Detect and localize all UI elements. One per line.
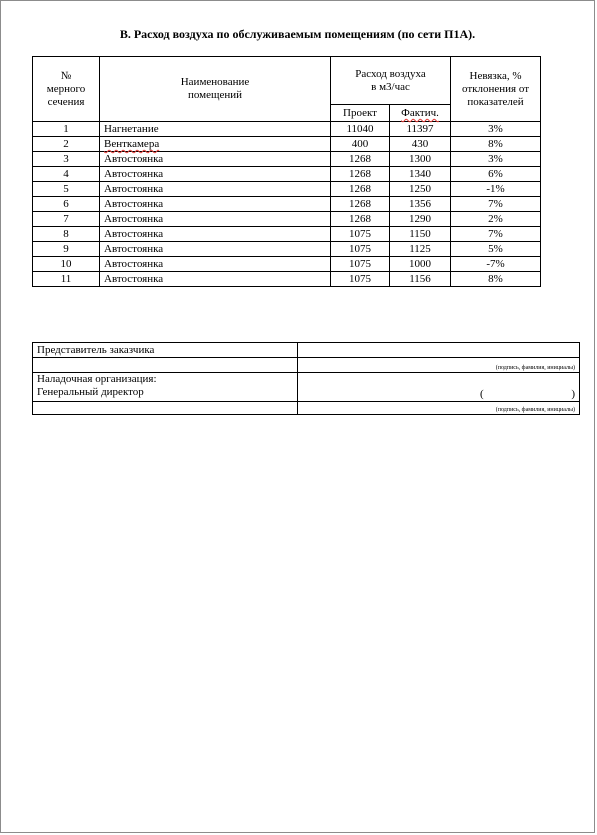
header-design: Проект xyxy=(331,105,390,122)
row-deviation: -7% xyxy=(451,257,541,272)
page-title: В. Расход воздуха по обслуживаемым помещениям (по сети П1А). xyxy=(119,27,476,41)
row-actual-value: 1150 xyxy=(390,227,451,242)
row-deviation: 6% xyxy=(451,167,541,182)
org-signature-cell xyxy=(298,373,580,402)
signature-parens xyxy=(298,387,579,401)
header-text: мерного xyxy=(46,82,86,95)
row-design-value: 1268 xyxy=(331,197,390,212)
row-number: 10 xyxy=(33,257,100,272)
row-design-value: 1075 xyxy=(331,257,390,272)
row-room-name: Автостоянка xyxy=(100,227,331,242)
header-actual-text: Фактич. xyxy=(401,107,439,119)
table-row xyxy=(33,212,541,227)
org-label xyxy=(33,373,298,402)
row-room-name: Нагнетание xyxy=(100,122,331,137)
row-design-value: 1268 xyxy=(331,212,390,227)
org-line2: Генеральный директор xyxy=(37,386,144,398)
signature-table xyxy=(32,342,580,415)
row-deviation: 7% xyxy=(451,197,541,212)
row-actual-value: 1156 xyxy=(390,272,451,287)
header-text: показателей xyxy=(467,95,524,108)
row-number: 11 xyxy=(33,272,100,287)
header-text: № xyxy=(60,69,72,82)
table-row xyxy=(33,122,541,137)
row-actual-value: 1340 xyxy=(390,167,451,182)
row-number: 8 xyxy=(33,227,100,242)
table-row xyxy=(33,242,541,257)
table-row xyxy=(33,227,541,242)
row-design-value: 1075 xyxy=(331,272,390,287)
table-row xyxy=(33,257,541,272)
customer-rep-value xyxy=(298,343,580,358)
table-row xyxy=(33,167,541,182)
signature-hint: (подпись, фамилия, инициалы) xyxy=(298,358,580,373)
row-design-value: 11040 xyxy=(331,122,390,137)
row-number: 4 xyxy=(33,167,100,182)
paren-open: ( xyxy=(480,388,484,400)
signature-row-org xyxy=(33,373,580,402)
header-actual xyxy=(390,105,451,122)
row-room-name: Автостоянка xyxy=(100,182,331,197)
table-row xyxy=(33,182,541,197)
row-actual-value: 1300 xyxy=(390,152,451,167)
header-text: Расход воздуха xyxy=(355,67,426,80)
row-room-name: Автостоянка xyxy=(100,212,331,227)
row-number: 6 xyxy=(33,197,100,212)
row-actual-value: 11397 xyxy=(390,122,451,137)
table-header-row xyxy=(33,57,541,105)
header-text: Наименование xyxy=(180,76,250,88)
header-text: в м3/час xyxy=(371,80,410,93)
header-air-flow xyxy=(331,57,451,105)
row-number: 2 xyxy=(33,137,100,152)
signature-hint-row xyxy=(33,402,580,415)
row-actual-value: 430 xyxy=(390,137,451,152)
row-number: 3 xyxy=(33,152,100,167)
org-line1: Наладочная организация: xyxy=(37,373,157,385)
empty-cell xyxy=(33,358,298,373)
row-actual-value: 1250 xyxy=(390,182,451,197)
header-text: сечения xyxy=(47,95,85,108)
row-deviation: 2% xyxy=(451,212,541,227)
row-design-value: 1268 xyxy=(331,152,390,167)
empty-cell xyxy=(33,402,298,415)
row-room-name: Автостоянка xyxy=(100,167,331,182)
paren-close: ) xyxy=(571,388,575,400)
row-actual-value: 1125 xyxy=(390,242,451,257)
row-actual-value: 1290 xyxy=(390,212,451,227)
signature-hint: (подпись, фамилия, инициалы) xyxy=(298,402,580,415)
row-design-value: 1268 xyxy=(331,182,390,197)
table-row xyxy=(33,272,541,287)
header-text: отклонения от xyxy=(462,82,530,95)
row-design-value: 1268 xyxy=(331,167,390,182)
customer-rep-label: Представитель заказчика xyxy=(33,343,298,358)
signature-row-customer xyxy=(33,343,580,358)
header-section-no xyxy=(33,57,100,122)
room-name-text: Венткамера xyxy=(104,138,160,150)
header-room-name xyxy=(100,57,331,122)
row-room-name: Автостоянка xyxy=(100,152,331,167)
table-row xyxy=(33,152,541,167)
row-room-name xyxy=(100,137,331,152)
row-deviation: 8% xyxy=(451,272,541,287)
row-room-name: Автостоянка xyxy=(100,242,331,257)
row-deviation: 3% xyxy=(451,122,541,137)
air-flow-table xyxy=(32,56,541,287)
row-deviation: 7% xyxy=(451,227,541,242)
signature-hint-row xyxy=(33,358,580,373)
header-text: Невязка, % xyxy=(469,69,522,82)
row-number: 1 xyxy=(33,122,100,137)
row-deviation: 3% xyxy=(451,152,541,167)
row-deviation: 5% xyxy=(451,242,541,257)
row-design-value: 1075 xyxy=(331,227,390,242)
row-number: 7 xyxy=(33,212,100,227)
row-room-name: Автостоянка xyxy=(100,272,331,287)
row-deviation: 8% xyxy=(451,137,541,152)
table-row xyxy=(33,197,541,212)
header-deviation xyxy=(451,57,541,122)
row-design-value: 1075 xyxy=(331,242,390,257)
row-room-name: Автостоянка xyxy=(100,197,331,212)
row-room-name: Автостоянка xyxy=(100,257,331,272)
row-number: 9 xyxy=(33,242,100,257)
header-text: помещений xyxy=(187,89,243,101)
row-number: 5 xyxy=(33,182,100,197)
row-design-value: 400 xyxy=(331,137,390,152)
row-actual-value: 1000 xyxy=(390,257,451,272)
row-deviation: -1% xyxy=(451,182,541,197)
table-row xyxy=(33,137,541,152)
row-actual-value: 1356 xyxy=(390,197,451,212)
